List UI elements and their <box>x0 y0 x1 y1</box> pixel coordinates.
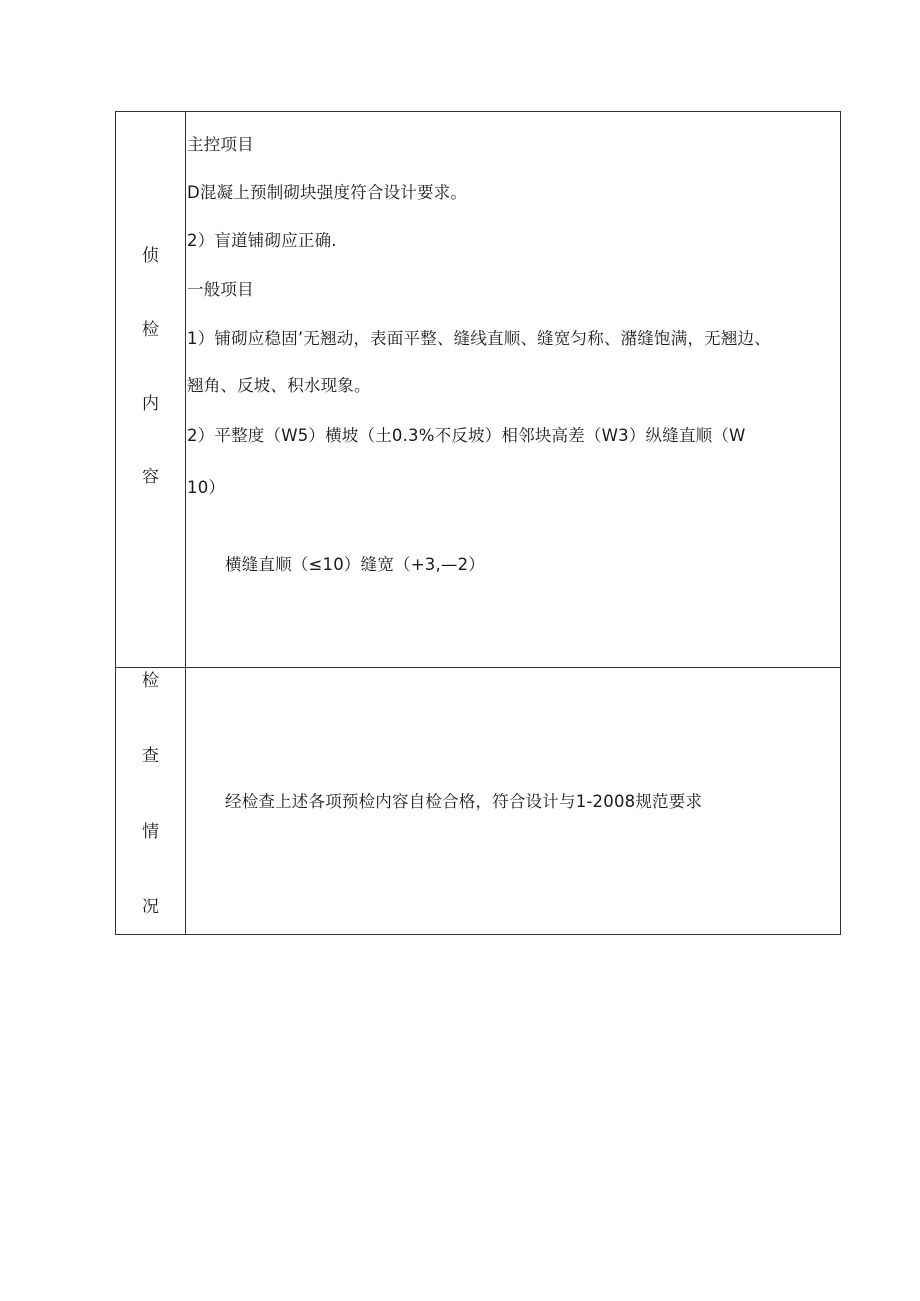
content-line: 1）铺砌应稳固’无翘动，表面平整、缝线直顺、缝宽匀称、潴缝饱满，无翘边、 <box>187 329 771 348</box>
inspection-content-label <box>116 112 186 667</box>
inspection-content-row <box>116 112 840 668</box>
label-char: 况 <box>142 897 159 917</box>
content-line: 2）盲道铺砌应正确. <box>187 231 337 250</box>
inspection-table <box>115 111 841 935</box>
content-line: 翘角、反坡、积水现象。 <box>187 376 371 395</box>
content-line: D混凝上预制砌块强度符合设计要求。 <box>187 183 468 202</box>
main-control-heading: 主控项目 <box>187 135 254 154</box>
label-char: 情 <box>142 822 159 842</box>
result-statement: 经检查上述各项预检内容自检合格，符合设计与1-2008规范要求 <box>225 792 703 811</box>
label-char: 检 <box>142 671 159 691</box>
label-char: 内 <box>142 394 159 414</box>
label-char: 检 <box>142 320 159 340</box>
inspection-content-text <box>186 112 840 667</box>
content-line: 横缝直顺（≤10）缝宽（+3,—2） <box>225 555 485 574</box>
general-items-heading: 一般项目 <box>187 280 254 299</box>
inspection-result-label <box>116 667 186 934</box>
label-char: 容 <box>142 467 159 487</box>
label-char: 查 <box>142 746 159 766</box>
content-line: 10） <box>187 478 226 497</box>
inspection-result-row <box>116 667 840 934</box>
inspection-result-text <box>186 667 840 934</box>
label-char: 侦 <box>142 246 159 266</box>
content-line: 2）平整度（W5）横坡（土0.3%不反坡）相邻块高差（W3）纵缝直顺（W <box>187 426 746 445</box>
